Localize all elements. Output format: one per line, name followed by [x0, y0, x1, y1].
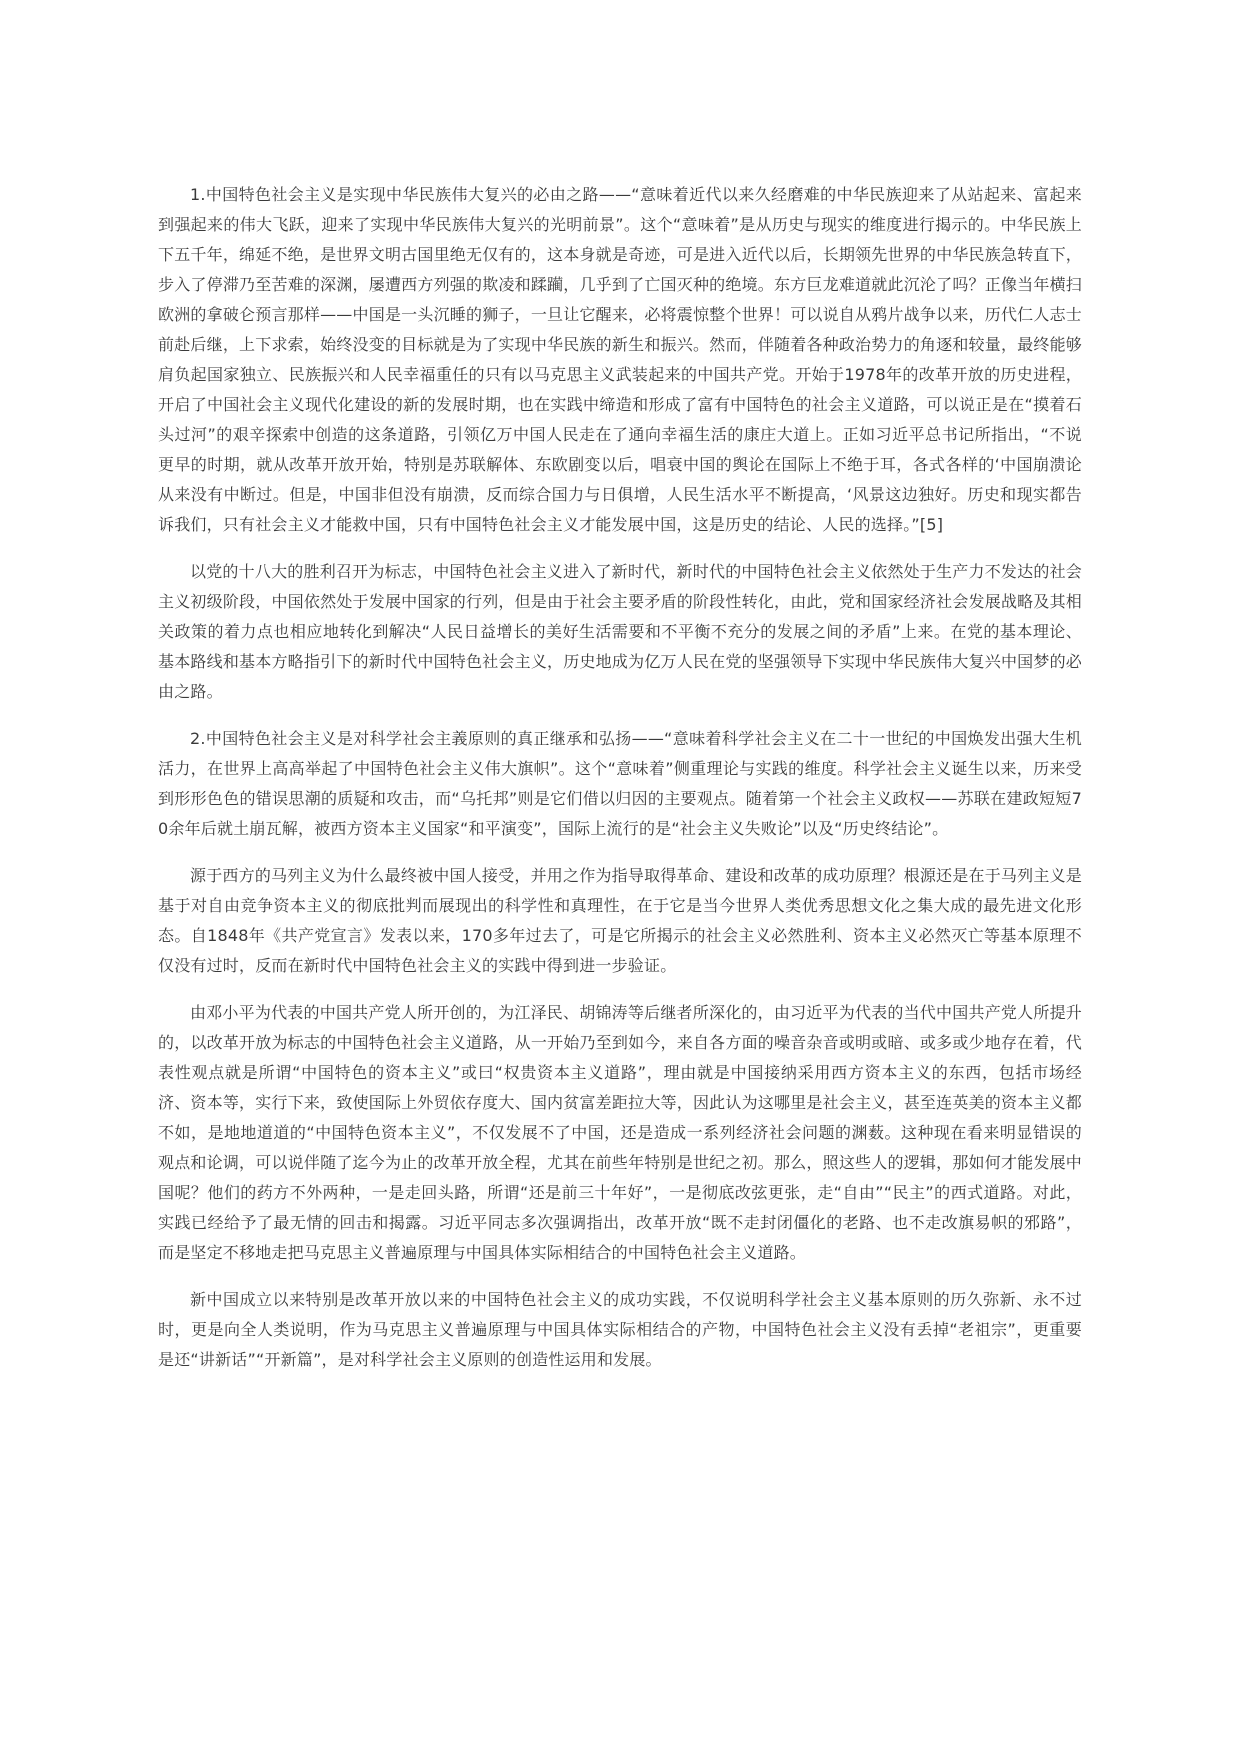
paragraph-1: 1.中国特色社会主义是实现中华民族伟大复兴的必由之路——“意味着近代以来久经磨难的中华民族迎来了从站起来、富起来到强起来的伟大飞跃，迎来了实现中华民族伟大复兴的光明前景”。这个“意味着”是从历史与现实的维度进行揭示的。中华民族上下五千年，绵延不绝，是世界文明古国里绝无仅有的，这本身就是奇迹，可是进入近代以后，长期领先世界的中华民族急转直下，步入了停滞乃至苦难的深渊，屡遭西方列强的欺凌和蹂躏，几乎到了亡国灭种的绝境。东方巨龙难道就此沉沦了吗？正像当年横扫欧洲的拿破仑预言那样——中国是一头沉睡的狮子，一旦让它醒来，必将震惊整个世界！可以说自从鸦片战争以来，历代仁人志士前赴后继，上下求索，始终没变的目标就是为了实现中华民族的新生和振兴。然而，伴随着各种政治势力的角逐和较量，最终能够肩负起国家独立、民族振兴和人民幸福重任的只有以马克思主义武装起来的中国共产党。开始于1978年的改革开放的历史进程，开启了中国社会主义现代化建设的新的发展时期，也在实践中缔造和形成了富有中国特色的社会主义道路，可以说正是在“摸着石头过河”的艰辛探索中创造的这条道路，引领亿万中国人民走在了通向幸福生活的康庄大道上。正如习近平总书记所指出，“不说更早的时期，就从改革开放开始，特别是苏联解体、东欧剧变以后，唱衰中国的舆论在国际上不绝于耳，各式各样的‘中国崩溃论从来没有中断过。但是，中国非但没有崩溃，反而综合国力与日俱增，人民生活水平不断提高，‘风景这边独好。历史和现实都告诉我们，只有社会主义才能救中国，只有中国特色社会主义才能发展中国，这是历史的结论、人民的选择。”[5] [158, 185, 1082, 534]
paragraph-2: 以党的十八大的胜利召开为标志，中国特色社会主义进入了新时代，新时代的中国特色社会主义依然处于生产力不发达的社会主义初级阶段，中国依然处于发展中国家的行列，但是由于社会主要矛盾的阶段性转化，由此，党和国家经济社会发展战略及其相关政策的着力点也相应地转化到解决“人民日益增长的美好生活需要和不平衡不充分的发展之间的矛盾”上来。在党的基本理论、基本路线和基本方略指引下的新时代中国特色社会主义，历史地成为亿万人民在党的坚强领导下实现中华民族伟大复兴中国梦的必由之路。 [158, 562, 1082, 701]
paragraph-3: 2.中国特色社会主义是对科学社会主義原则的真正继承和弘扬——“意味着科学社会主义在二十一世纪的中国焕发出强大生机活力，在世界上高高举起了中国特色社会主义伟大旗帜”。这个“意味着”侧重理论与实践的维度。科学社会主义诞生以来，历来受到形形色色的错误思潮的质疑和攻击，而“乌托邦”则是它们借以归因的主要观点。随着第一个社会主义政权——苏联在建政短短70余年后就土崩瓦解，被西方资本主义国家“和平演变”，国际上流行的是“社会主义失败论”以及“历史终结论”。 [158, 729, 1082, 838]
paragraph-5: 由邓小平为代表的中国共产党人所开创的，为江泽民、胡锦涛等后继者所深化的，由习近平为代表的当代中国共产党人所提升的，以改革开放为标志的中国特色社会主义道路，从一开始乃至到如今，来自各方面的噪音杂音或明或暗、或多或少地存在着，代表性观点就是所谓“中国特色的资本主义”或曰“权贵资本主义道路”，理由就是中国接纳采用西方资本主义的东西，包括市场经济、资本等，实行下来，致使国际上外贸依存度大、国内贫富差距拉大等，因此认为这哪里是社会主义，甚至连英美的资本主义都不如，是地地道道的“中国特色资本主义”，不仅发展不了中国，还是造成一系列经济社会问题的渊薮。这种现在看来明显错误的观点和论调，可以说伴随了迄今为止的改革开放全程，尤其在前些年特别是世纪之初。那么，照这些人的逻辑，那如何才能发展中国呢？他们的药方不外两种，一是走回头路，所谓“还是前三十年好”，一是彻底改弦更张，走“自由”“民主”的西式道路。对此，实践已经给予了最无情的回击和揭露。习近平同志多次强调指出，改革开放“既不走封闭僵化的老路、也不走改旗易帜的邪路”，而是坚定不移地走把马克思主义普遍原理与中国具体实际相结合的中国特色社会主义道路。 [158, 1003, 1082, 1262]
paragraph-4: 源于西方的马列主义为什么最终被中国人接受，并用之作为指导取得革命、建设和改革的成功原理？根源还是在于马列主义是基于对自由竞争资本主义的彻底批判而展现出的科学性和真理性，在于它是当今世界人类优秀思想文化之集大成的最先进文化形态。自1848年《共产党宣言》发表以来，170多年过去了，可是它所揭示的社会主义必然胜利、资本主义必然灭亡等基本原理不仅没有过时，反而在新时代中国特色社会主义的实践中得到进一步验证。 [158, 866, 1082, 975]
document-body [158, 180, 1082, 1392]
paragraph-6: 新中国成立以来特别是改革开放以来的中国特色社会主义的成功实践，不仅说明科学社会主义基本原则的历久弥新、永不过时，更是向全人类说明，作为马克思主义普遍原理与中国具体实际相结合的产物，中国特色社会主义没有丢掉“老祖宗”，更重要是还“讲新话”“开新篇”，是对科学社会主义原则的创造性运用和发展。 [158, 1290, 1082, 1369]
